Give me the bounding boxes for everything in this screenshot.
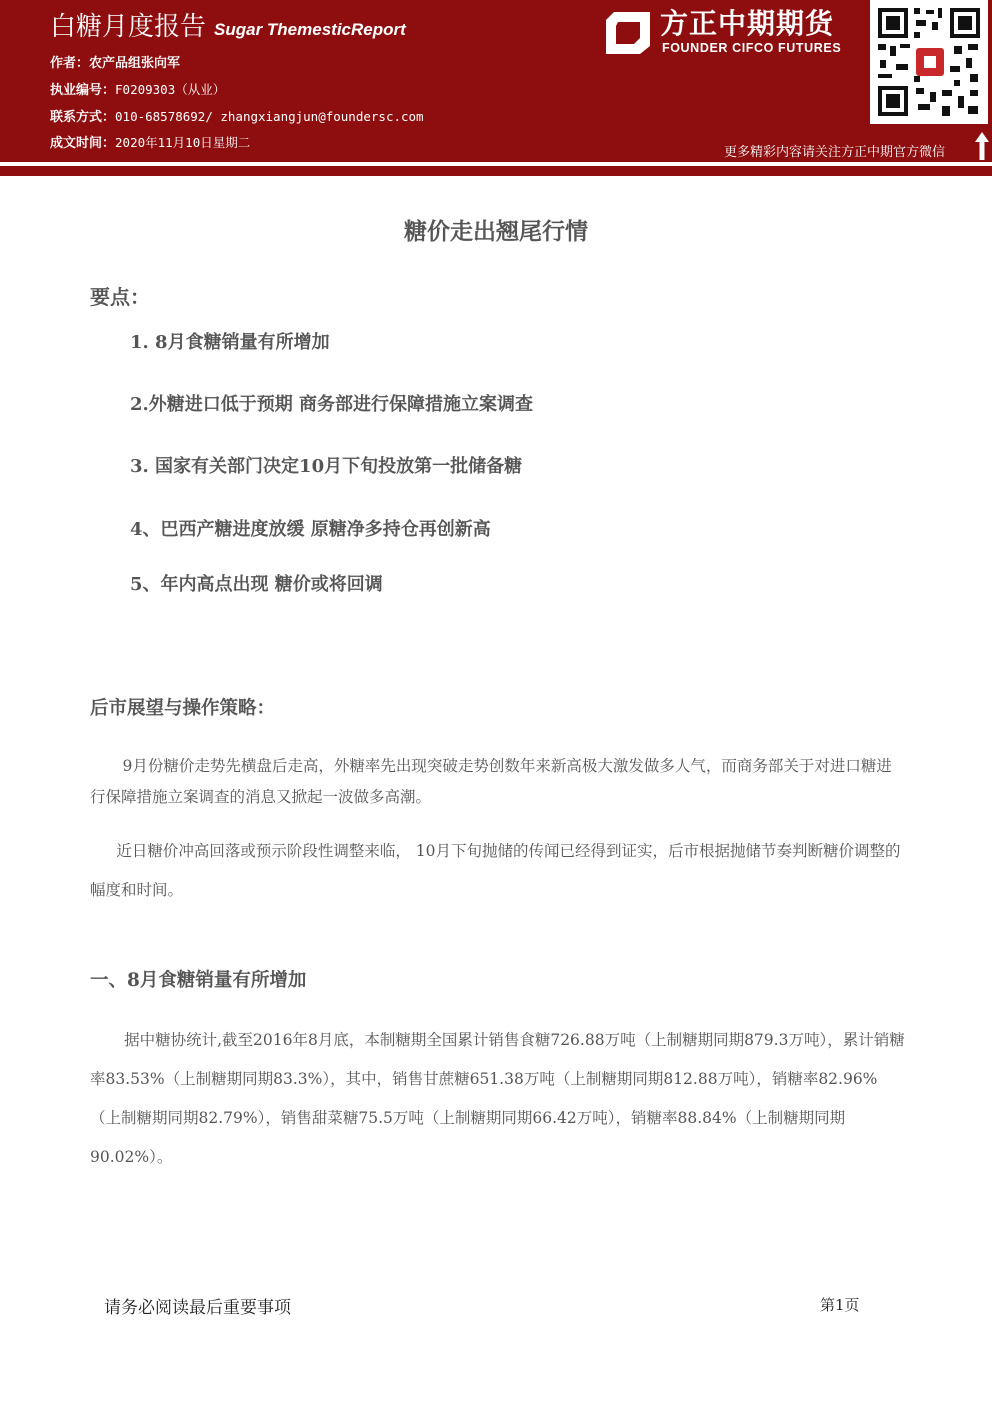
key-points-label: 要点： <box>90 285 150 309</box>
key-point-3: 3. 国家有关部门决定10月下旬投放第一批储备糖 <box>130 456 523 477</box>
qr-code-icon <box>870 0 988 124</box>
founder-logo-icon <box>604 8 652 54</box>
company-name-cn: 方正中期期货 <box>660 7 835 40</box>
document-title: 糖价走出翘尾行情 <box>404 218 588 245</box>
outlook-paragraph-1: 9月份糖价走势先横盘后走高，外糖率先出现突破走势创数年来新高极大激发做多人气，而商务部关于对进口糖进行保障措施立案调查的消息又掀起一波做多高潮。 <box>90 757 892 806</box>
outlook-paragraph-2: 近日糖价冲高回落或预示阶段性调整来临， 10月下旬抛储的传闻已经得到证实，后市根据抛储节奏判断糖价调整的幅度和时间。 <box>90 842 901 899</box>
contact-label: 联系方式： <box>50 110 116 125</box>
key-point-4: 4、巴西产糖进度放缓 原糖净多持仓再创新高 <box>130 519 491 540</box>
contact-value: 010-68578692/ zhangxiangjun@foundersc.com <box>115 109 424 124</box>
banner-bottom-band <box>0 166 992 176</box>
date-value: 2020年11月10日星期二 <box>115 135 251 150</box>
footer-notice: 请务必阅读最后重要事项 <box>104 1298 291 1318</box>
author-line <box>50 52 180 71</box>
section-1-paragraph: 据中糖协统计,截至2016年8月底，本制糖期全国累计销售食糖726.88万吨（上制糖期同期879.3万吨），累计销糖率83.53%（上制糖期同期83.3%），其中，销售甘蔗糖651.38万吨（上制糖期同期812.88万吨），销糖率82.96%（上制糖期同期82.79%），销售甜菜糖75.5万吨（上制糖期同期66.42万吨），销糖率88.84%（上制糖期同期90.02%）。 <box>90 1031 905 1166</box>
report-subtitle: Sugar ThemesticReport <box>214 20 406 39</box>
key-point-2: 2.外糖进口低于预期 商务部进行保障措施立案调查 <box>130 394 534 415</box>
outlook-label: 后市展望与操作策略： <box>90 698 276 719</box>
license-label: 执业编号： <box>50 83 116 98</box>
license-line <box>50 79 225 98</box>
report-title-cn: 白糖月度报告 <box>50 12 207 42</box>
report-title <box>50 6 406 43</box>
date-label: 成文时间： <box>50 136 116 151</box>
key-point-5: 5、年内高点出现 糖价或将回调 <box>130 574 383 595</box>
company-name-en: FOUNDER CIFCO FUTURES <box>662 41 842 55</box>
author-value: 农产品组张向军 <box>89 56 181 71</box>
section-1-heading: 一、8月食糖销量有所增加 <box>90 970 307 991</box>
contact-line <box>50 106 424 125</box>
page-number: 第1页 <box>820 1296 860 1314</box>
date-line <box>50 132 250 151</box>
license-value: F0209303（从业） <box>115 82 226 97</box>
key-point-1: 1. 8月食糖销量有所增加 <box>130 332 330 353</box>
up-arrow-icon <box>975 132 989 160</box>
follow-wechat-text: 更多精彩内容请关注方正中期官方微信 <box>724 145 946 160</box>
author-label: 作者： <box>50 56 90 71</box>
